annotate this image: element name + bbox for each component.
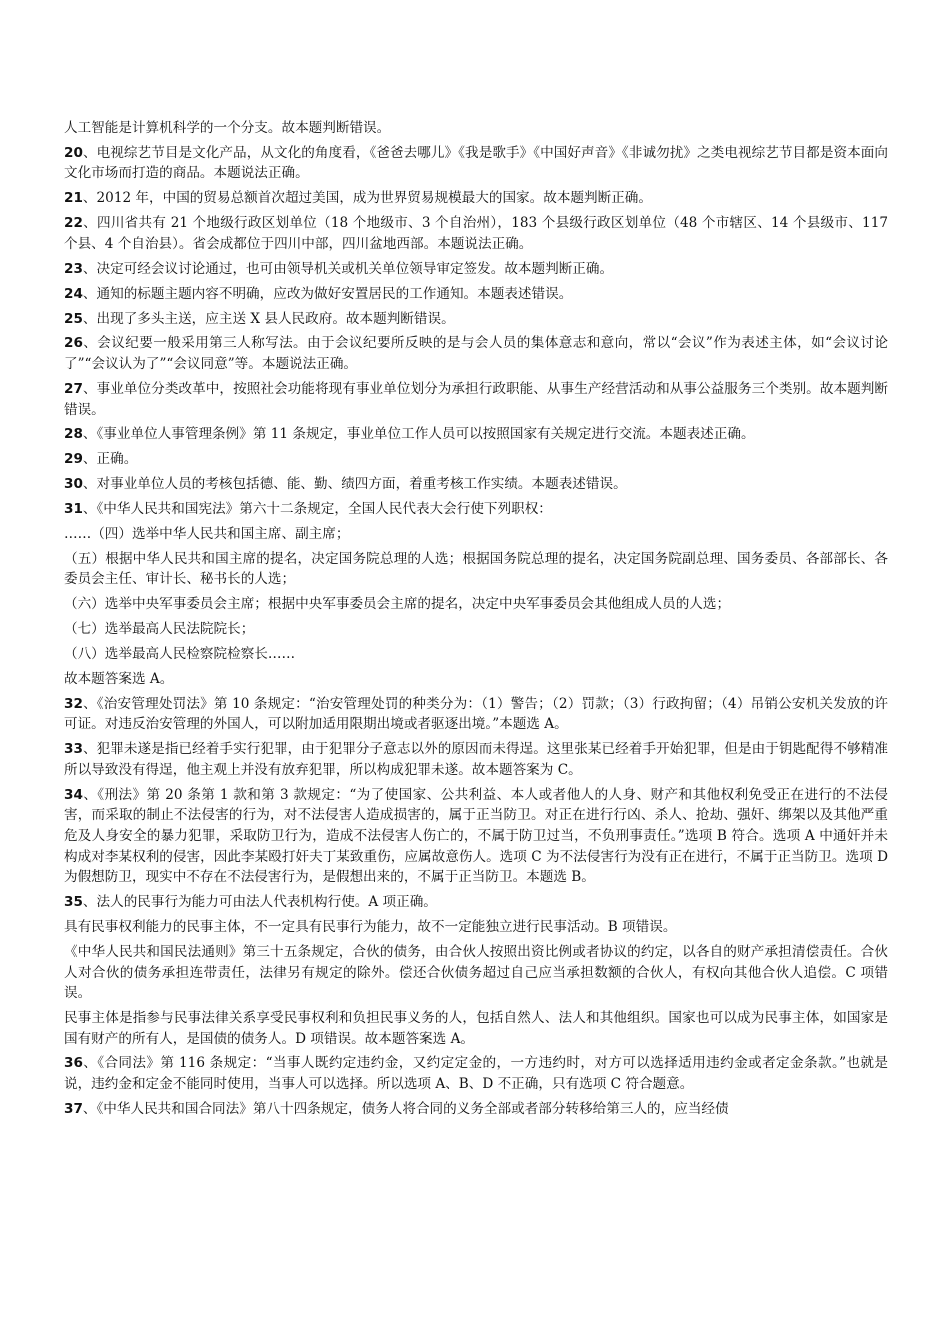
paragraph-text: 、事业单位分类改革中，按照社会功能将现有事业单位划分为承担行政职能、从事生产经营活动和从事公益服务三个类别。故本题判断错误。	[64, 380, 888, 418]
paragraph	[64, 499, 888, 520]
paragraph	[64, 1053, 888, 1094]
paragraph-text: 、犯罪未遂是指已经着手实行犯罪，由于犯罪分子意志以外的原因而未得逞。这里张某已经着手开始犯罪，但是由于钥匙配得不够精准所以导致没有得逞，他主观上并没有放弃犯罪，所以构成犯罪未遂。故本题答案为 C。	[64, 741, 888, 778]
paragraph	[64, 669, 888, 690]
paragraph-text: 具有民事权利能力的民事主体，不一定具有民事行为能力，故不一定能独立进行民事活动。B 项错误。	[64, 919, 677, 936]
item-number: 20	[64, 144, 83, 161]
paragraph-text: 、《事业单位人事管理条例》第 11 条规定，事业单位工作人员可以按照国家有关规定进行交流。本题表述正确。	[82, 426, 755, 443]
document-page	[64, 118, 888, 1124]
paragraph	[64, 619, 888, 640]
paragraph	[64, 309, 888, 330]
paragraph	[64, 449, 888, 470]
paragraph	[64, 1099, 888, 1120]
item-number: 21	[64, 190, 83, 207]
item-number: 31	[64, 501, 83, 518]
paragraph	[64, 424, 888, 445]
item-number: 36	[64, 1055, 83, 1072]
paragraph	[64, 118, 888, 139]
item-number: 28	[64, 426, 83, 443]
paragraph	[64, 739, 888, 780]
paragraph	[64, 188, 888, 209]
item-number: 34	[64, 786, 83, 803]
item-number: 23	[64, 260, 83, 277]
paragraph-text: （五）根据中华人民共和国主席的提名，决定国务院总理的人选；根据国务院总理的提名，决定国务院副总理、国务委员、各部部长、各委员会主任、审计长、秘书长的人选；	[64, 550, 888, 588]
paragraph-text: ……（四）选举中华人民共和国主席、副主席；	[64, 525, 350, 542]
paragraph	[64, 213, 888, 254]
paragraph-text: 、法人的民事行为能力可由法人代表机构行使。A 项正确。	[82, 894, 437, 911]
paragraph-text: 、会议纪要一般采用第三人称写法。由于会议纪要所反映的是与会人员的集体意志和意向，常以“会议”作为表述主体，如“会议讨论了”“会议认为了”“会议同意”等。本题说法正确。	[64, 335, 888, 373]
item-number: 32	[64, 695, 83, 712]
paragraph	[64, 284, 888, 305]
paragraph-text: 、《刑法》第 20 条第 1 款和第 3 款规定：“为了使国家、公共利益、本人或者他人的人身、财产和其他权利免受正在进行的不法侵害，而采取的制止不法侵害的行为，对不法侵害人造成损害的，属于正当防卫。对正在进行行凶、杀人、抢劫、强奸、绑架以及其他严重危及人身安全的暴力犯罪，采取防卫行为，造成不法侵害人伤亡的，不属于防卫过当，不负刑事责任。”选项 B 符合。选项 A 中通奸并未构成对李某权利的侵害，因此李某殴打奸夫丁某致重伤，应属故意伤人。选项 C 为不法侵害行为没有正在进行，不属于正当防卫。选项 D 为假想防卫，现实中不存在不法侵害行为，是假想出来的，不属于正当防卫。本题选 B。	[64, 786, 888, 886]
paragraph-text: 《中华人民共和国民法通则》第三十五条规定，合伙的债务，由合伙人按照出资比例或者协议的约定，以各自的财产承担清偿责任。合伙人对合伙的债务承担连带责任，法律另有规定的除外。偿还合伙债务超过自己应当承担数额的合伙人，有权向其他合伙人追偿。C 项错误。	[64, 943, 888, 1002]
paragraph	[64, 594, 888, 615]
item-number: 30	[64, 476, 83, 493]
paragraph	[64, 892, 888, 913]
paragraph	[64, 524, 888, 545]
paragraph	[64, 785, 888, 888]
paragraph-text: （六）选举中央军事委员会主席；根据中央军事委员会主席的提名，决定中央军事委员会其他组成人员的人选；	[64, 596, 731, 613]
paragraph-text: 、四川省共有 21 个地级行政区划单位（18 个地级市、3 个自治州），183 个县级行政区划单位（48 个市辖区、14 个县级市、117 个县、4 个自治县）。省会成都位于四川中部，四川盆地西部。本题说法正确。	[64, 215, 888, 252]
paragraph	[64, 474, 888, 495]
paragraph-text: 人工智能是计算机科学的一个分支。故本题判断错误。	[64, 120, 391, 136]
item-number: 35	[64, 894, 83, 911]
item-number: 27	[64, 380, 83, 397]
paragraph-text: 、《合同法》第 116 条规定：“当事人既约定违约金，又约定定金的，一方违约时，对方可以选择适用违约金或者定金条款。”也就是说，违约金和定金不能同时使用，当事人可以选择。所以选项 A、B、D 不正确，只有选项 C 符合题意。	[64, 1055, 888, 1093]
paragraph-text: 故本题答案选 A。	[64, 671, 174, 687]
paragraph	[64, 694, 888, 735]
paragraph-text: 、决定可经会议讨论通过，也可由领导机关或机关单位领导审定签发。故本题判断正确。	[82, 260, 614, 277]
paragraph-text: 、《中华人民共和国宪法》第六十二条规定，全国人民代表大会行使下列职权：	[82, 501, 552, 518]
paragraph	[64, 917, 888, 938]
item-number: 37	[64, 1100, 83, 1117]
item-number: 33	[64, 741, 83, 758]
paragraph-text: 、电视综艺节目是文化产品，从文化的角度看，《爸爸去哪儿》《我是歌手》《中国好声音》《非诚勿扰》之类电视综艺节目都是资本面向文化市场而打造的商品。本题说法正确。	[64, 144, 888, 182]
item-number: 24	[64, 285, 83, 302]
paragraph-text: （八）选举最高人民检察院检察长……	[64, 646, 296, 663]
paragraph	[64, 1008, 888, 1049]
paragraph-text: 、《治安管理处罚法》第 10 条规定：“治安管理处罚的种类分为：（1）警告；（2）罚款；（3）行政拘留；（4）吊销公安机关发放的许可证。对违反治安管理的外国人，可以附加适用限期出境或者驱逐出境。”本题选 A。	[64, 695, 888, 733]
item-number: 25	[64, 310, 83, 327]
paragraph-text: 、《中华人民共和国合同法》第八十四条规定，债务人将合同的义务全部或者部分转移给第三人的，应当经债	[82, 1100, 729, 1117]
paragraph-text: 民事主体是指参与民事法律关系享受民事权利和负担民事义务的人，包括自然人、法人和其他组织。国家也可以成为民事主体，如国家是国有财产的所有人，是国债的债务人。D 项错误。故本题答案选 A。	[64, 1009, 888, 1047]
item-number: 26	[64, 335, 83, 352]
paragraph	[64, 644, 888, 665]
paragraph	[64, 333, 888, 374]
paragraph	[64, 549, 888, 590]
paragraph	[64, 143, 888, 184]
item-number: 22	[64, 215, 83, 232]
item-number: 29	[64, 451, 83, 468]
paragraph-text: 、通知的标题主题内容不明确，应改为做好安置居民的工作通知。本题表述错误。	[82, 285, 573, 302]
paragraph	[64, 259, 888, 280]
paragraph-text: （七）选举最高人民法院院长；	[64, 621, 255, 638]
paragraph-text: 、对事业单位人员的考核包括德、能、勤、绩四方面，着重考核工作实绩。本题表述错误。	[82, 476, 627, 493]
paragraph	[64, 942, 888, 1004]
paragraph	[64, 379, 888, 420]
paragraph-text: 、正确。	[82, 451, 138, 468]
paragraph-text: 、出现了多头主送，应主送 X 县人民政府。故本题判断错误。	[82, 310, 455, 327]
paragraph-text: 、2012 年，中国的贸易总额首次超过美国，成为世界贸易规模最大的国家。故本题判断正确。	[82, 190, 652, 207]
